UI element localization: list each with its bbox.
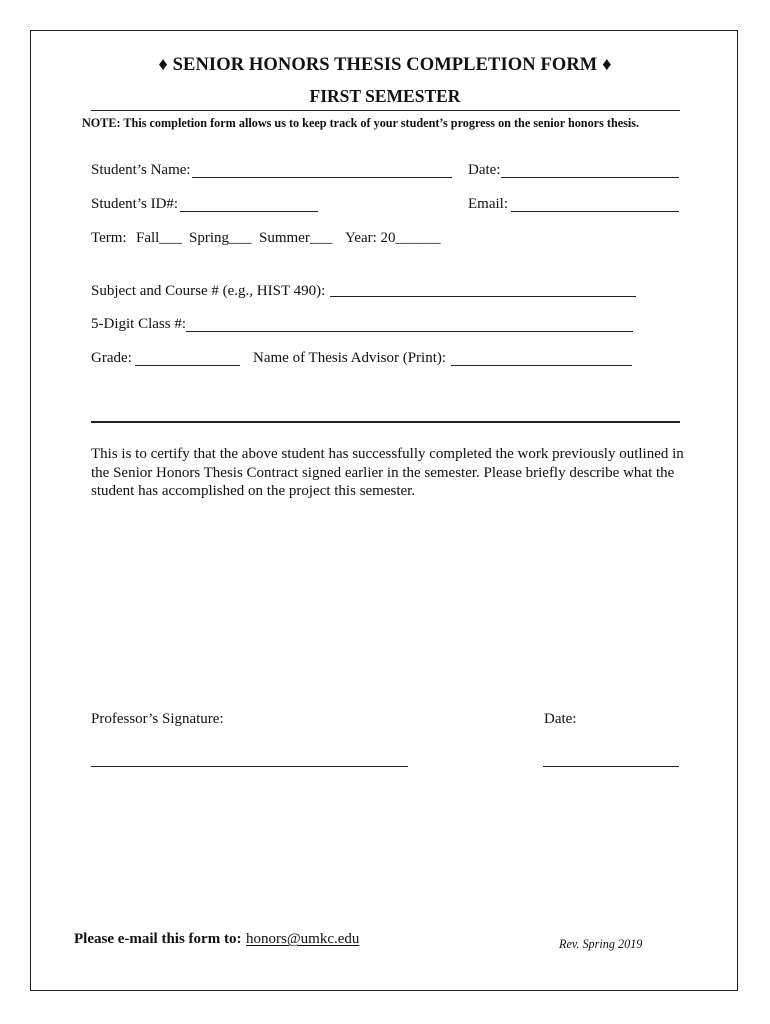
term-fall-option[interactable]: Fall___ <box>136 230 182 246</box>
date-label: Date: <box>468 162 501 178</box>
student-name-label: Student’s Name: <box>91 162 191 178</box>
certification-text: This is to certify that the above student has successfully completed the work previously outlined in the Senior Honors Thesis Contract signed earlier in the semester. Please briefly describe what the student has accomplished on the project this semester. <box>91 446 684 499</box>
form-title: ♦ SENIOR HONORS THESIS COMPLETION FORM ♦ <box>158 55 612 75</box>
email-field[interactable] <box>511 211 679 212</box>
grade-field[interactable] <box>135 365 240 366</box>
term-spring-option[interactable]: Spring___ <box>189 230 252 246</box>
thesis-advisor-field[interactable] <box>451 365 632 366</box>
form-note: NOTE: This completion form allows us to keep track of your student’s progress on the senior honors thesis. <box>82 116 640 130</box>
section-divider <box>91 421 680 423</box>
thesis-advisor-label: Name of Thesis Advisor (Print): <box>253 350 447 366</box>
student-id-field[interactable] <box>180 211 318 212</box>
form-subtitle: FIRST SEMESTER <box>309 86 461 106</box>
date-field[interactable] <box>501 177 679 178</box>
subject-course-label: Subject and Course # (e.g., HIST 490): <box>91 283 326 299</box>
signature-date-label: Date: <box>544 711 577 727</box>
honors-email-link[interactable]: honors@umkc.edu <box>246 931 360 947</box>
accomplishment-description-area[interactable] <box>91 510 680 700</box>
signature-date-field[interactable] <box>543 766 679 767</box>
footer-email-label: Please e-mail this form to: <box>74 931 242 947</box>
header-divider <box>91 110 680 111</box>
professor-signature-field[interactable] <box>91 766 408 767</box>
grade-label: Grade: <box>91 350 132 366</box>
professor-signature-label: Professor’s Signature: <box>91 711 224 727</box>
term-label: Term: <box>91 230 127 246</box>
class-number-label: 5-Digit Class #: <box>91 316 187 332</box>
email-label: Email: <box>468 196 508 212</box>
subject-course-field[interactable] <box>330 296 636 297</box>
class-number-field[interactable] <box>186 331 633 332</box>
year-field[interactable]: Year: 20______ <box>345 230 441 246</box>
revision-note: Rev. Spring 2019 <box>559 937 643 951</box>
term-summer-option[interactable]: Summer___ <box>259 230 333 246</box>
student-name-field[interactable] <box>192 177 452 178</box>
student-id-label: Student’s ID#: <box>91 196 179 212</box>
